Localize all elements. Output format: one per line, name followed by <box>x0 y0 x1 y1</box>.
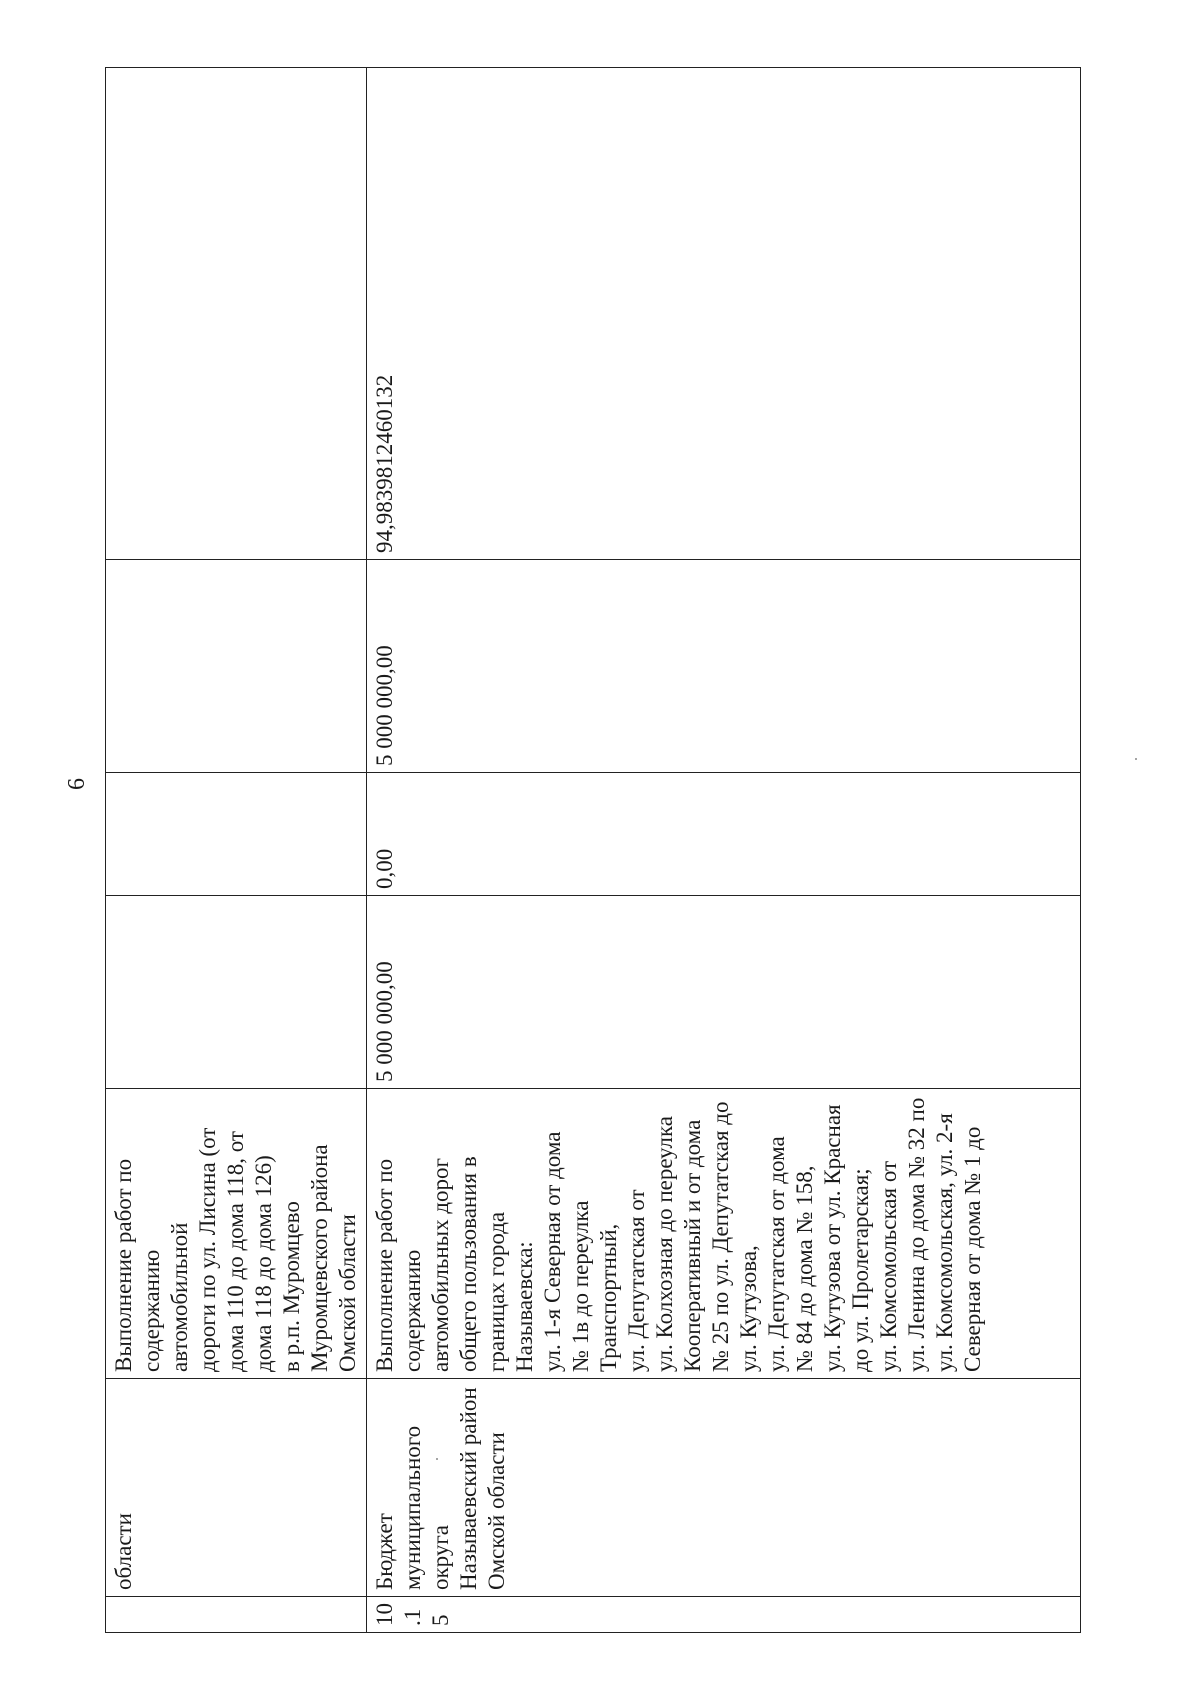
percent-cell <box>106 68 367 560</box>
work-line: ул. Колхозная до переулка <box>652 1116 677 1372</box>
scan-speck <box>1135 758 1137 760</box>
work-line: ул. 1-я Северная от дома <box>540 1131 565 1372</box>
row-number-cell <box>106 1597 367 1633</box>
work-line: ул. Кутузова от ул. Красная <box>820 1104 845 1372</box>
work-line: дома 110 до дома 118, от <box>223 1131 248 1372</box>
scan-speck <box>436 1458 438 1460</box>
work-line: Выполнение работ по <box>372 1158 397 1372</box>
work-line: Транспортный, <box>596 1223 621 1372</box>
work-line: Называевска: <box>512 1241 537 1372</box>
work-line: Омской области <box>335 1214 360 1372</box>
work-line: дома 118 до дома 126) <box>251 1155 276 1372</box>
percent-cell: 94,9839812460132 <box>367 68 1081 560</box>
work-description-cell <box>367 1089 1081 1379</box>
work-line: автомобильных дорог <box>428 1158 453 1372</box>
work-line: дороги по ул. Лисина (от <box>195 1127 220 1372</box>
work-line: до ул. Пролетарская; <box>848 1168 873 1372</box>
row-number-cell: 10.15 <box>367 1597 1081 1633</box>
work-line: в р.п. Муромцево <box>279 1201 304 1372</box>
work-line: границах города <box>484 1211 509 1372</box>
work-line: ул. Депутатская от <box>624 1189 649 1372</box>
table-row <box>106 68 367 1633</box>
work-line: № 1в до переулка <box>568 1200 593 1372</box>
work-line: содержанию <box>400 1249 425 1372</box>
amount-a-cell <box>106 773 367 896</box>
work-line: ул. Комсомольская, ул. 2-я <box>932 1113 957 1372</box>
work-line: ул. Комсомольская от <box>876 1160 901 1372</box>
work-line: содержанию автомобильной <box>139 1222 192 1372</box>
work-description-cell <box>106 1089 367 1379</box>
amount-total-cell: 5 000 000,00 <box>367 896 1081 1089</box>
data-table <box>105 67 1081 1633</box>
work-line: № 84 до дома № 158, <box>792 1165 817 1372</box>
work-line: Северная от дома № 1 до <box>960 1126 985 1372</box>
rotated-table-wrapper <box>105 68 1073 1633</box>
amount-a-cell: 0,00 <box>367 773 1081 896</box>
work-line: ул. Депутатская от дома <box>764 1136 789 1372</box>
table-row <box>367 68 1081 1633</box>
budget-cell: Бюджет муниципального округа Называевский район Омской области <box>367 1379 1081 1597</box>
amount-total-cell <box>106 896 367 1089</box>
work-line: ул. Ленина до дома № 32 по <box>904 1097 929 1372</box>
budget-cell: области <box>106 1379 367 1597</box>
amount-b-cell <box>106 560 367 773</box>
work-line: Муромцевского района <box>307 1144 332 1372</box>
work-line: ул. Кутузова, <box>736 1245 761 1372</box>
work-line: № 25 по ул. Депутатская до <box>708 1101 733 1372</box>
page-number: 6 <box>64 778 90 790</box>
amount-b-cell: 5 000 000,00 <box>367 560 1081 773</box>
work-line: общего пользования в <box>456 1156 481 1372</box>
work-line: Кооперативный и от дома <box>680 1119 705 1372</box>
work-line: Выполнение работ по <box>111 1158 136 1372</box>
